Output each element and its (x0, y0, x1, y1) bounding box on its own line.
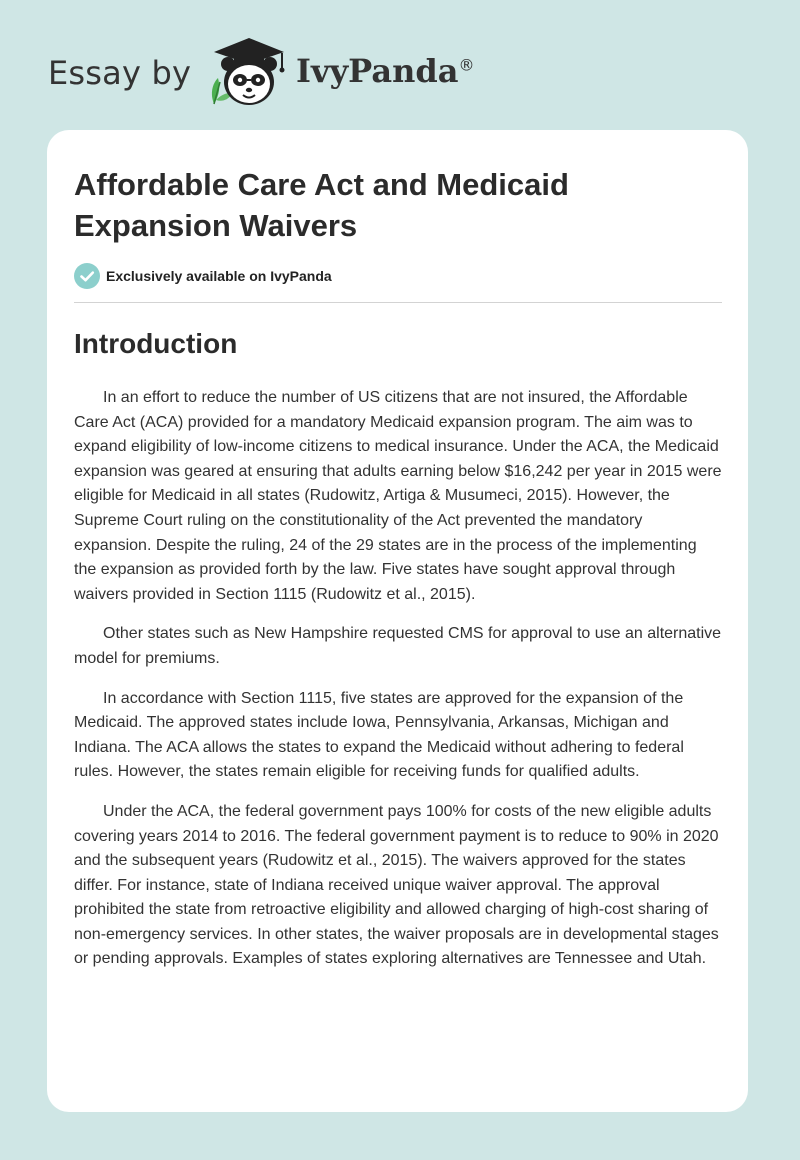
graduation-panda-icon (204, 34, 294, 110)
article-title: Affordable Care Act and Medicaid Expansion Waivers (74, 167, 569, 243)
divider (74, 302, 722, 303)
brand-name: IvyPanda® (296, 52, 475, 90)
article-card (47, 130, 748, 1112)
article-body (74, 386, 722, 987)
brand-prefix: Essay by (48, 54, 192, 92)
checkmark-circle-icon (74, 263, 100, 289)
exclusive-label: Exclusively available on IvyPanda (106, 268, 332, 284)
brand-header[interactable] (48, 34, 508, 110)
paragraph: Other states such as New Hampshire requested CMS for approval to use an alternative model for premiums. (74, 625, 722, 667)
paragraph: In accordance with Section 1115, five states are approved for the expansion of the Medicaid. The approved states include Iowa, Pennsylvania, Arkansas, Michigan and Indiana. The ACA allows the states to expand the Medicaid without adhering to federal rules. However, the states remain eligible for receiving funds for qualified adults. (74, 689, 684, 781)
exclusive-badge (74, 263, 332, 289)
paragraph: In an effort to reduce the number of US citizens that are not insured, the Affordable Care Act (ACA) provided for a mandatory Medicaid expansion program. The aim was to expand eligibility of low-income citizens to medical insurance. Under the ACA, the Medicaid expansion was geared at ensuring that adults earning below $16,242 per year in 2015 were eligible for Medicaid in all states (Rudowitz, Artiga & Musumeci, 2015). However, the Supreme Court ruling on the constitutionality of the Act prevented the mandatory expansion. Despite the ruling, 24 of the 29 states are in the process of the implementing the expansion as provided forth by the law. Five states have sought approval through waivers provided in Section 1115 (Rudowitz et al., 2015). (74, 389, 722, 603)
paragraph: Under the ACA, the federal government pays 100% for costs of the new eligible adults covering years 2014 to 2016. The federal government payment is to reduce to 90% in 2020 and the subsequent years (Rudowitz et al., 2015). The waivers approved for the states differ. For instance, state of Indiana received unique waiver approval. The approval prohibited the state from retroactive eligibility and allowed charging of high-cost sharing of non-emergency services. In other states, the waiver proposals are in developmental stages or pending approvals. Examples of states exploring alternatives are Tennessee and Utah. (74, 802, 719, 968)
section-heading: Introduction (74, 328, 238, 359)
